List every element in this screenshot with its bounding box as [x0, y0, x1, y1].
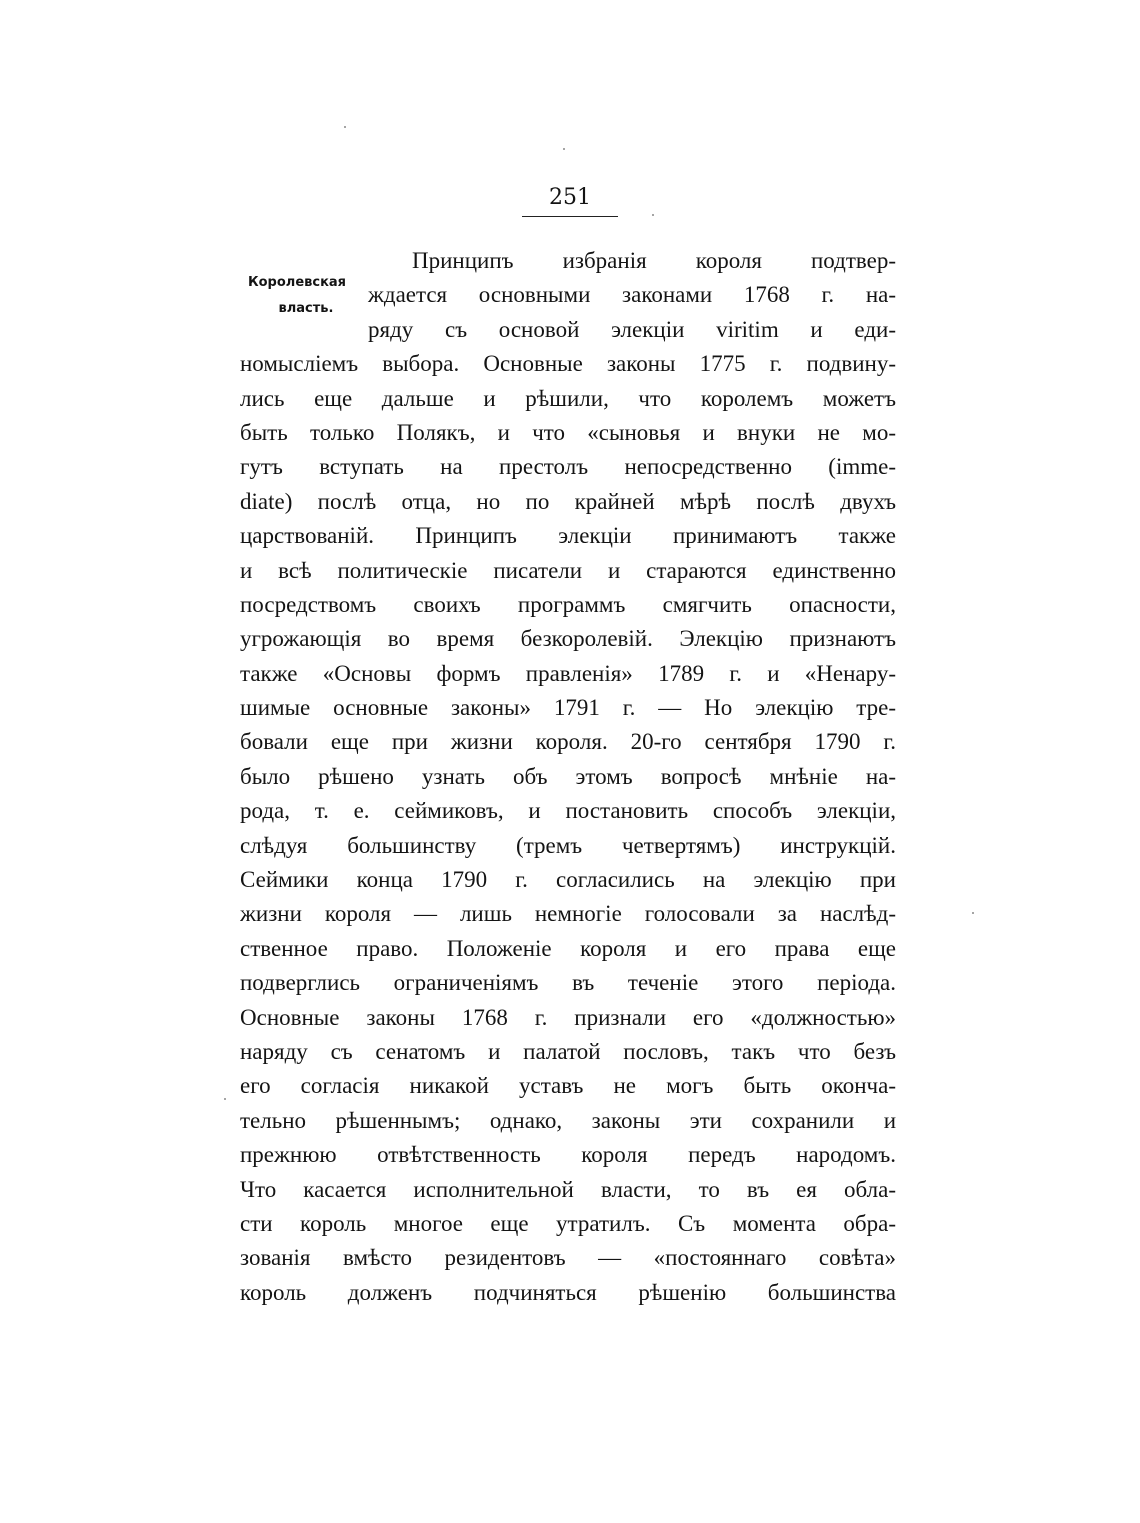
text-line: Основные законы 1768 г. признали его «должностью» — [240, 1004, 896, 1030]
scan-speck — [972, 912, 974, 914]
scan-speck — [652, 214, 654, 216]
text-line: шимые основные законы» 1791 г. — Но элекцію тре- — [240, 695, 896, 721]
body-text — [240, 244, 896, 1310]
text-line: зованія вмѣсто резидентовъ — «постояннаго совѣта» — [240, 1245, 896, 1271]
text-line: ственное право. Положеніе короля и его права еще — [240, 935, 896, 961]
margin-note-line-2: власть. — [278, 301, 334, 316]
scan-speck — [344, 126, 346, 128]
scan-speck — [224, 1098, 226, 1100]
text-line: было рѣшено узнать объ этомъ вопросѣ мнѣніе на- — [240, 763, 896, 789]
page-number-rule — [522, 216, 618, 217]
text-line: быть только Полякъ, и что «сыновья и внуки не мо- — [240, 419, 896, 445]
page-number: 251 — [549, 185, 591, 210]
text-line: король долженъ подчиняться рѣшенію большинства — [240, 1279, 896, 1305]
text-line: его согласія никакой уставъ не могъ быть оконча- — [240, 1073, 896, 1099]
margin-note-line-1: Королевская — [248, 275, 347, 290]
text-line: подверглись ограниченіямъ въ теченіе этого періода. — [240, 970, 896, 996]
text-line: бовали еще при жизни короля. 20-го сентября 1790 г. — [240, 729, 896, 755]
text-line: Что касается исполнительной власти, то въ ея обла- — [240, 1176, 896, 1202]
text-line: diate) послѣ отца, но по крайней мѣрѣ послѣ двухъ — [240, 488, 896, 514]
text-line: лись еще дальше и рѣшили, что королемъ можетъ — [240, 385, 896, 411]
text-line: слѣдуя большинству (тремъ четвертямъ) инструкцій. — [240, 832, 896, 858]
text-line: Сеймики конца 1790 г. согласились на элекцію при — [240, 867, 896, 893]
text-line: тельно рѣшеннымъ; однако, законы эти сохранили и — [240, 1107, 896, 1133]
text-line: номысліемъ выбора. Основные законы 1775 г. подвину- — [240, 351, 896, 377]
text-line: царствованій. Принципъ элекціи принимаютъ также — [240, 523, 896, 549]
text-line: рода, т. е. сеймиковъ, и постановить способъ элекціи, — [240, 798, 896, 824]
text-line: ряду съ основой элекціи viritim и еди- — [368, 316, 896, 342]
scan-speck — [563, 148, 565, 150]
text-line: ждается основными законами 1768 г. на- — [368, 282, 896, 308]
text-line: посредствомъ своихъ программъ смягчить опасности, — [240, 591, 896, 617]
text-line: прежнюю отвѣтственность короля передъ народомъ. — [240, 1142, 896, 1168]
text-line: Принципъ избранія короля подтвер- — [412, 248, 896, 273]
text-line: сти король многое еще утратилъ. Съ момента обра- — [240, 1210, 896, 1236]
text-line: угрожающія во время безкоролевій. Элекцію признаютъ — [240, 626, 896, 652]
text-line: также «Основы формъ правленія» 1789 г. и «Ненару- — [240, 660, 896, 686]
text-line: и всѣ политическіе писатели и стараются единственно — [240, 557, 896, 583]
text-line: наряду съ сенатомъ и палатой пословъ, такъ что безъ — [240, 1038, 896, 1064]
text-line: жизни короля — лишь немногіе голосовали за наслѣд- — [240, 901, 896, 927]
text-line: гутъ вступать на престолъ непосредственно (imme- — [240, 454, 896, 480]
